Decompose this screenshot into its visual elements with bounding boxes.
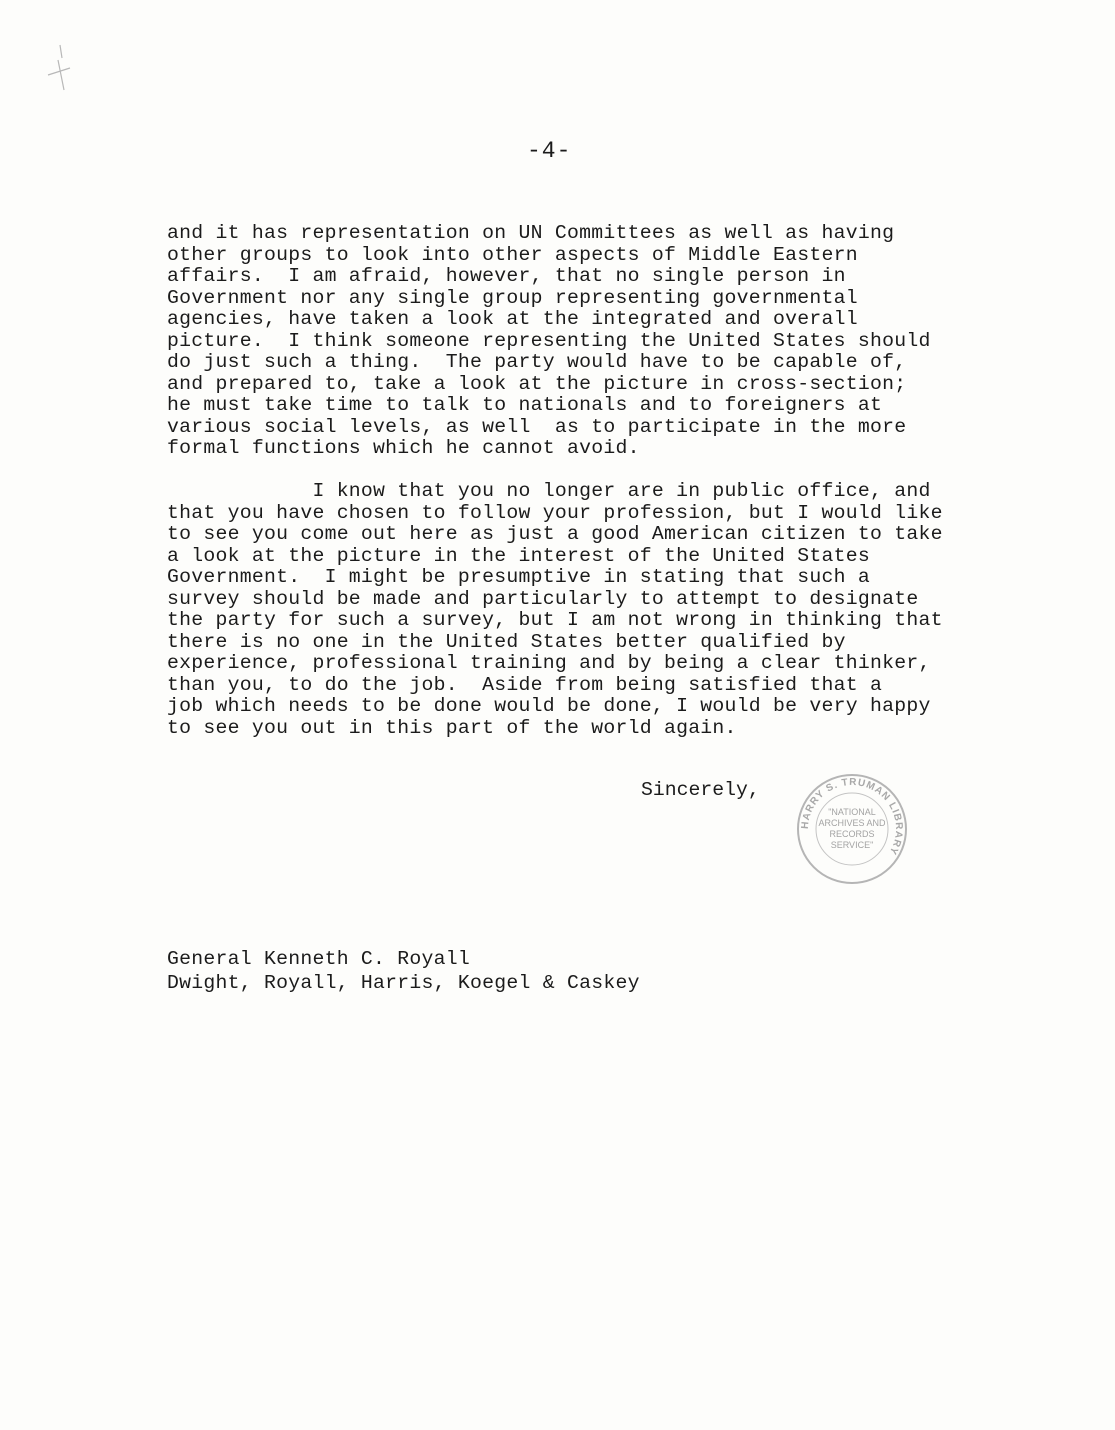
- text-line: various social levels, as well as to participate in the more: [167, 415, 907, 438]
- pencil-mark-icon: [40, 30, 100, 110]
- text-line: affairs. I am afraid, however, that no single person in: [167, 265, 846, 287]
- text-line: experience, professional training and by being a clear thinker,: [167, 652, 931, 674]
- text-line: other groups to look into other aspects of Middle Eastern: [167, 243, 858, 266]
- archive-seal-icon: [796, 773, 908, 885]
- stamp-line-1: "NATIONAL: [828, 807, 876, 817]
- library-stamp: [796, 773, 908, 885]
- text-line: picture. I think someone representing the United States should: [167, 329, 931, 352]
- text-line: to see you out in this part of the world again.: [167, 716, 737, 739]
- text-line: that you have chosen to follow your profession, but I would like: [167, 501, 943, 524]
- closing: Sincerely,: [641, 779, 760, 801]
- text-line: than you, to do the job. Aside from being satisfied that a: [167, 673, 883, 696]
- text-line: I know that you no longer are in public office, and: [167, 480, 931, 502]
- text-line: Government. I might be presumptive in stating that such a: [167, 566, 870, 588]
- text-line: there is no one in the United States better qualified by: [167, 630, 846, 653]
- text-line: agencies, have taken a look at the integrated and overall: [167, 308, 858, 330]
- text-line: do just such a thing. The party would have to be capable of,: [167, 351, 907, 373]
- text-line: to see you come out here as just a good American citizen to take: [167, 523, 943, 545]
- text-line: survey should be made and particularly to attempt to designate: [167, 587, 919, 610]
- text-line: a look at the picture in the interest of the United States: [167, 544, 870, 567]
- stamp-line-2: ARCHIVES AND: [818, 818, 886, 828]
- stamp-ring-text: HARRY S. TRUMAN LIBRARY: [799, 776, 905, 857]
- text-line: and it has representation on UN Committees as well as having: [167, 222, 895, 244]
- stamp-line-4: SERVICE": [830, 840, 874, 850]
- addressee-name: General Kenneth C. Royall: [167, 948, 471, 970]
- text-line: job which needs to be done would be done, I would be very happy: [167, 695, 931, 717]
- text-line: and prepared to, take a look at the picture in cross-section;: [167, 372, 907, 395]
- addressee-firm: Dwight, Royall, Harris, Koegel & Caskey: [167, 972, 640, 994]
- page-number: -4-: [527, 138, 572, 164]
- text-line: the party for such a survey, but I am not wrong in thinking that: [167, 609, 943, 631]
- stamp-line-3: RECORDS: [829, 829, 875, 839]
- text-line: formal functions which he cannot avoid.: [167, 437, 640, 459]
- text-line: Government nor any single group representing governmental: [167, 286, 858, 309]
- text-line: he must take time to talk to nationals and to foreigners at: [167, 394, 883, 416]
